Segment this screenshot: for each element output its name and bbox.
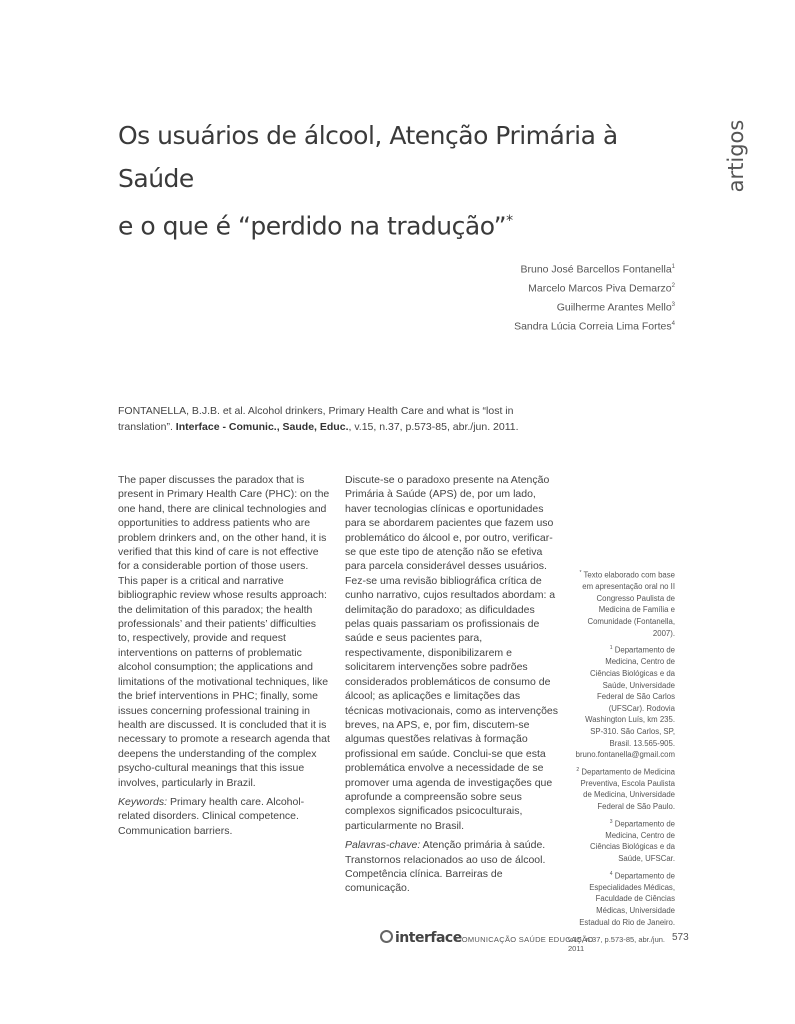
abstract-portuguese-text: Discute-se o paradoxo presente na Atenção Primária à Saúde (APS) de, por um lado, haver tecnologias clínicas e oportunidades para se abordarem pacientes que fazem uso problemático do álcool e, por outro, verificar-se que este tipo de atenção não se efetiva para parcela considerável desses usuários. Fez-se uma revisão bibliográfica crítica de cunho narrativo, cujos resultados abordam: a delimitação do paradoxo; as dificuldades pelas quais passariam os profissionais de saúde e seus pacientes para, respectivamente, disponibilizarem e solicitarem intervenções sobre padrões considerados problemáticos de consumo de álcool; as aplicações e limitações das técnicas motivacionais, como as intervenções breves, na APS, e, por fim, discutem-se algumas questões relativas à formação profissional em saúde. Conclui-se que esta problemática envolve a necessidade de se promover uma agenda de investigações que aprofunde a compreensão sobre seus complexos significados psicoculturais, particularmente no Brasil. [345, 474, 559, 832]
keywords-portuguese-label: Palavras-chave: [345, 839, 421, 852]
keywords-english-text: Primary health care. Alcohol-related disorders. Clinical competence. Communication barriers. [118, 795, 305, 837]
page-footer [380, 930, 689, 953]
author-name [335, 316, 675, 335]
keywords-portuguese-text: Atenção primária à saúde. Transtornos relacionados ao uso de álcool. Competência clínica. Barreiras de comunicação. [345, 839, 546, 895]
author-name [335, 259, 675, 278]
abstract-english [118, 473, 330, 838]
author-affiliation-marker: 4 [671, 321, 675, 327]
title-line-2: e o que é “perdido na tradução” [118, 211, 507, 241]
footnote-text: Departamento de Especialidades Médicas, Faculdade de Ciências Médicas, Universidade Estadual do Rio de Janeiro. [579, 871, 675, 927]
issue-reference: v.15, n.37, p.573-85, abr./jun. 2011 [568, 935, 666, 953]
author-affiliation-marker: 1 [671, 264, 675, 270]
footnote-text: Departamento de Medicina, Centro de Ciências Biológicas e da Saúde, UFSCar. [590, 819, 675, 864]
abstract-english-text: The paper discusses the paradox that is present in Primary Health Care (PHC): on the one hand, there are clinical technologies and opportunities to address patients who are problem drinkers and, on the other hand, it is verified that this kind of care is not effective for a considerable portion of those users. This paper is a critical and narrative bibliographic review whose results approach: the delimitation of this paradox; the health professionals’ and their patients’ difficulties to, respectively, provide and request interventions on patterns of problematic alcohol consumption; the applications and limitations of the motivational techniques, like the brief interventions in PHC; finally, some issues concerning professional training in health are discussed. It is concluded that it is necessary to promote a research agenda that deepens the understanding of the complex psycho-cultural meanings that this issue involves, particularly in Brazil. [118, 474, 330, 789]
footnote [575, 869, 675, 929]
section-tag [716, 116, 756, 196]
logo-ring-icon [380, 930, 393, 943]
journal-subtitle: COMUNICAÇÃO SAÚDE EDUCAÇÃO [456, 935, 594, 944]
footnote-marker: 3 [609, 818, 613, 825]
section-tag-label: artigos [724, 119, 748, 193]
author-list [335, 259, 675, 335]
page-number: 573 [672, 932, 689, 943]
keywords-portuguese [345, 838, 560, 896]
footnote [575, 817, 675, 865]
abstract-portuguese [345, 473, 560, 896]
footnote-text: Texto elaborado com base em apresentação oral no II Congresso Paulista de Medicina de Família e Comunidade (Fontanella, 2007). [582, 570, 675, 638]
author-name-text: Marcelo Marcos Piva Demarzo [528, 282, 672, 295]
author-affiliation-marker: 2 [671, 283, 675, 289]
journal-logo [380, 930, 462, 946]
citation-prefix: FONTANELLA, B.J.B. et al. Alcohol drinkers, Primary Health Care and what is “lost in translation”. [118, 405, 514, 433]
footnote [575, 568, 675, 639]
keywords-english-label: Keywords: [118, 795, 168, 808]
title-line-1: Os usuários de álcool, Atenção Primária à Saúde [118, 121, 618, 193]
author-affiliation-marker: 3 [671, 302, 675, 308]
footnote [575, 643, 675, 761]
citation-journal: Interface - Comunic., Saude, Educ. [175, 420, 349, 433]
footnote-marker: 1 [609, 645, 613, 652]
footnote-text: Departamento de Medicina, Centro de Ciências Biológicas e da Saúde, Universidade Federal de São Carlos (UFSCar). Rodovia Washington Luís, km 235. SP-310. São Carlos, SP, Brasil. 13.565-905. bruno.fontanella@gmail.com [575, 645, 675, 760]
title-footnote-marker: * [506, 213, 513, 229]
footnote [575, 765, 675, 813]
author-name-text: Bruno José Barcellos Fontanella [520, 263, 672, 276]
article-title [118, 114, 678, 247]
keywords-english [118, 795, 330, 838]
citation-suffix: , v.15, n.37, p.573-85, abr./jun. 2011. [348, 420, 519, 433]
footnote-marker: 4 [609, 870, 613, 877]
footnote-marker: 2 [576, 766, 580, 773]
journal-logo-text: interface [395, 930, 462, 946]
footnote-text: Departamento de Medicina Preventiva, Escola Paulista de Medicina, Universidade Federal de São Paulo. [580, 767, 675, 812]
footnote-marker: * [579, 570, 582, 576]
author-name-text: Sandra Lúcia Correia Lima Fortes [514, 320, 672, 333]
author-name [335, 297, 675, 316]
citation [118, 404, 558, 435]
author-name-text: Guilherme Arantes Mello [556, 301, 672, 314]
author-name [335, 278, 675, 297]
footnotes [575, 568, 675, 932]
